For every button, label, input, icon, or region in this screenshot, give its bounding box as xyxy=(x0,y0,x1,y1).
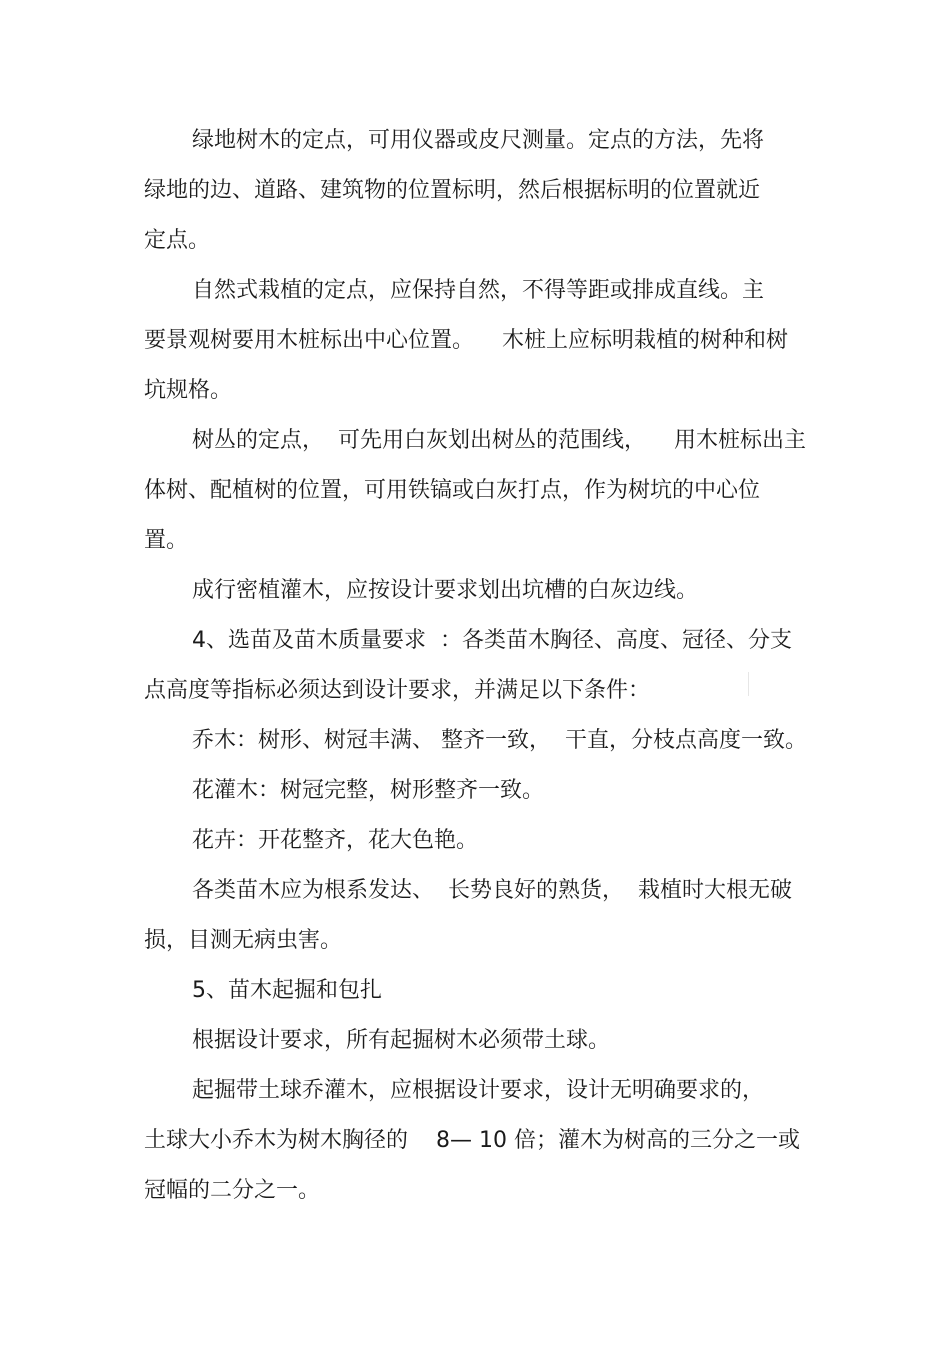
text-line: 各类苗木应为根系发达、 长势良好的熟货， 栽植时大根无破 xyxy=(192,878,792,903)
text-line: 树丛的定点， 可先用白灰划出树丛的范围线， 用木桩标出主 xyxy=(192,428,806,453)
text-line: 要景观树要用木桩标出中心位置。 木桩上应标明栽植的树种和树 xyxy=(144,328,788,353)
text-line: 坑规格。 xyxy=(144,378,233,403)
text-line: 起掘带土球乔灌木，应根据设计要求，设计无明确要求的， xyxy=(192,1078,765,1103)
text-line: 体树、配植树的位置，可用铁镐或白灰打点，作为树坑的中心位 xyxy=(144,478,761,503)
text-line: 冠幅的二分之一。 xyxy=(144,1178,321,1203)
text-line: 绿地的边、道路、建筑物的位置标明，然后根据标明的位置就近 xyxy=(144,178,761,203)
text-line: 根据设计要求，所有起掘树木必须带土球。 xyxy=(192,1028,611,1053)
section-heading-4: 4、选苗及苗木质量要求 ：各类苗木胸径、高度、冠径、分支 xyxy=(192,628,792,653)
text-line: 损，目测无病虫害。 xyxy=(144,928,343,953)
text-line: 点高度等指标必须达到设计要求，并满足以下条件： xyxy=(144,678,651,703)
text-line: 自然式栽植的定点，应保持自然，不得等距或排成直线。主 xyxy=(192,278,765,303)
text-line: 绿地树木的定点，可用仪器或皮尺测量。定点的方法，先将 xyxy=(192,128,765,153)
text-line: 成行密植灌木，应按设计要求划出坑槽的白灰边线。 xyxy=(192,578,699,603)
text-line: 定点。 xyxy=(144,228,211,253)
text-line: 乔木：树形、树冠丰满、 整齐一致， 干直，分枝点高度一致。 xyxy=(192,728,807,753)
text-line: 花灌木：树冠完整，树形整齐一致。 xyxy=(192,778,545,803)
text-line: 置。 xyxy=(144,528,189,553)
section-heading-5: 5、苗木起掘和包扎 xyxy=(192,978,382,1003)
faint-divider-mark xyxy=(748,672,749,696)
text-line: 土球大小乔木为树木胸径的 8— 10 倍；灌木为树高的三分之一或 xyxy=(144,1128,800,1153)
body-text xyxy=(144,116,824,1216)
text-line: 花卉：开花整齐，花大色艳。 xyxy=(192,828,479,853)
